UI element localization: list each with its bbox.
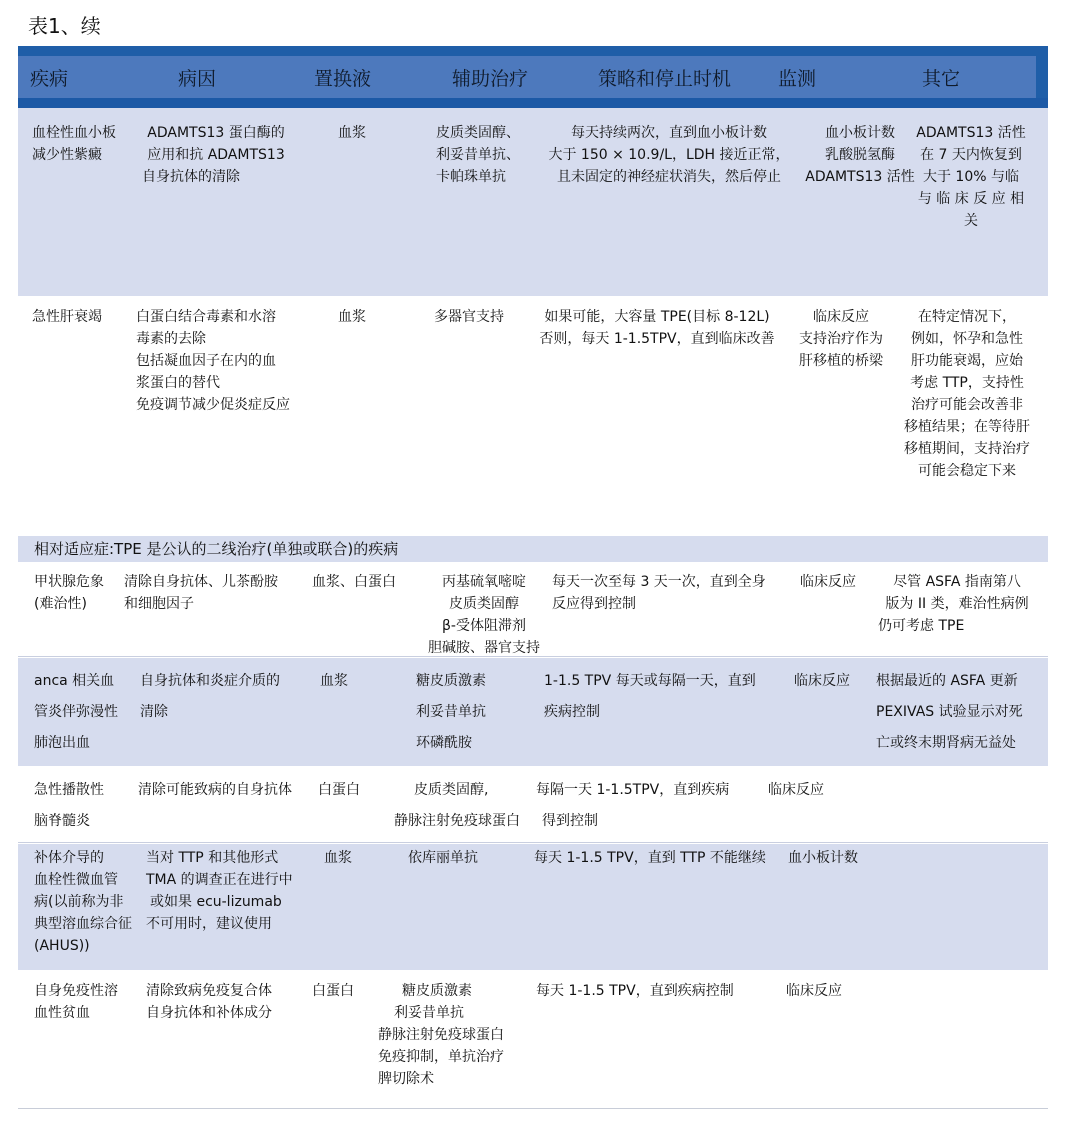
cell-strategy <box>536 980 734 1002</box>
cell-line: 或如果 ecu-lizumab <box>150 894 282 910</box>
cell-line: 临床反应 <box>800 574 856 590</box>
cell-line: 静脉注射免疫球蛋白 <box>378 1027 504 1043</box>
header-disease: 疾病 <box>30 68 69 90</box>
cell-line: 否则，每天 1-1.5TPV，直到临床改善 <box>539 331 775 347</box>
cell-line: 支持治疗作为 <box>799 331 883 347</box>
cell-line: 与 临 床 反 应 相 <box>917 191 1025 207</box>
cell-line: 肺泡出血 <box>34 735 90 751</box>
cell-line: 应用和抗 ADAMTS13 <box>147 147 285 163</box>
cell-cause <box>140 666 280 728</box>
cell-line: 脑脊髓炎 <box>34 813 90 829</box>
cell-line: 每天 1-1.5 TPV，直到 TTP 不能继续 <box>534 850 766 866</box>
cell-line: 血浆 <box>320 673 348 689</box>
cell-line: 皮质类固醇 <box>449 596 519 612</box>
cell-line: 大于 150 × 10.9/L，LDH 接近正常， <box>548 147 790 163</box>
cell-cause <box>136 306 290 416</box>
cell-adjunct <box>416 666 486 759</box>
cell-monitor <box>794 666 850 697</box>
cell-line: 自身抗体的清除 <box>142 169 240 185</box>
header-monitor: 监测 <box>778 68 817 90</box>
cell-line: 包括凝血因子在内的血 <box>136 353 276 369</box>
cell-line: 版为 II 类，难治性病例 <box>885 596 1029 612</box>
cell-cause <box>142 122 290 188</box>
header-other: 其它 <box>922 68 961 90</box>
cell-line: 移植期间，支持治疗 <box>904 441 1030 457</box>
cell-line: 根据最近的 ASFA 更新 <box>876 673 1018 689</box>
cell-line: 临床反应 <box>813 309 869 325</box>
cell-line: 清除自身抗体、儿茶酚胺 <box>124 574 278 590</box>
cell-line: 移植结果；在等待肝 <box>904 419 1030 435</box>
cell-other <box>878 571 1036 637</box>
cell-line: 急性播散性 <box>34 782 104 798</box>
cell-line: 尽管 ASFA 指南第八 <box>893 574 1021 590</box>
cell-line: 白蛋白结合毒素和水溶 <box>136 309 276 325</box>
cell-line: 白蛋白 <box>312 983 354 999</box>
cell-disease <box>34 775 104 837</box>
cell-line: 临床反应 <box>768 782 824 798</box>
cell-adjunct <box>436 122 520 188</box>
cell-disease <box>34 571 104 615</box>
cell-line: 反应得到控制 <box>552 596 636 612</box>
cell-line: 肝移植的桥梁 <box>799 353 883 369</box>
cell-line: 临床反应 <box>794 673 850 689</box>
cell-line: 利妥昔单抗、 <box>436 147 520 163</box>
cell-line: β-受体阻滞剂 <box>442 618 526 634</box>
cell-strategy <box>534 847 766 869</box>
cell-disease <box>32 122 116 166</box>
cell-adjunct <box>434 306 504 328</box>
cell-line: 血栓性血小板 <box>32 125 116 141</box>
cell-line: 多器官支持 <box>434 309 504 325</box>
cell-other <box>906 122 1036 232</box>
header-strategy: 策略和停止时机 <box>598 68 732 90</box>
cell-line: 病(以前称为非 <box>34 894 124 910</box>
cell-other <box>898 306 1036 482</box>
cell-line: PEXIVAS 试验显示对死 <box>876 704 1023 720</box>
cell-monitor <box>800 122 920 188</box>
cell-line: 临床反应 <box>786 983 842 999</box>
cell-line: 当对 TTP 和其他形式 <box>146 850 279 866</box>
cell-line: 毒素的去除 <box>136 331 206 347</box>
cell-line: 免疫调节减少促炎症反应 <box>136 397 290 413</box>
cell-adjunct <box>420 571 548 659</box>
cell-monitor <box>794 306 888 372</box>
cell-strategy <box>552 571 766 615</box>
cell-line: 甲状腺危象 <box>34 574 104 590</box>
header-fluid: 置换液 <box>314 68 372 90</box>
cell-line: 和细胞因子 <box>124 596 194 612</box>
section-title: 相对适应症:TPE 是公认的二线治疗(单独或联合)的疾病 <box>34 540 399 558</box>
cell-line: 自身免疫性溶 <box>34 983 118 999</box>
cell-line: 血栓性微血管 <box>34 872 118 888</box>
cell-line: 每天 1-1.5 TPV，直到疾病控制 <box>536 983 734 999</box>
cell-line: 血浆 <box>324 850 352 866</box>
cell-line: 胆碱胺、器官支持 <box>428 640 540 656</box>
cell-line: 大于 10% 与临 <box>922 169 1020 185</box>
cell-line: 血浆 <box>338 125 366 141</box>
cell-line: 糖皮质激素 <box>402 983 472 999</box>
cell-line: 自身抗体和补体成分 <box>146 1005 272 1021</box>
row-divider <box>18 842 1048 843</box>
cell-line: 每天一次至每 3 天一次，直到全身 <box>552 574 766 590</box>
header-cause: 病因 <box>178 68 217 90</box>
cell-strategy <box>544 666 756 728</box>
cell-line: 血浆、白蛋白 <box>312 574 396 590</box>
cell-strategy <box>530 306 784 350</box>
cell-monitor <box>788 847 858 869</box>
cell-monitor <box>800 571 856 593</box>
cell-line: 管炎伴弥漫性 <box>34 704 118 720</box>
cell-line: 疾病控制 <box>544 704 600 720</box>
cell-line: 静脉注射免疫球蛋白 <box>394 813 520 829</box>
cell-line: 治疗可能会改善非 <box>911 397 1023 413</box>
page-title: 表1、续 <box>28 14 101 38</box>
cell-line: anca 相关血 <box>34 673 115 689</box>
cell-fluid <box>324 847 352 869</box>
cell-line: 乳酸脱氢酶 <box>825 147 895 163</box>
cell-line: (AHUS)) <box>34 938 90 954</box>
cell-line: 补体介导的 <box>34 850 104 866</box>
cell-fluid <box>320 666 348 697</box>
cell-line: 急性肝衰竭 <box>32 309 102 325</box>
cell-fluid <box>312 980 354 1002</box>
cell-line: 血性贫血 <box>34 1005 90 1021</box>
cell-line: 卡帕珠单抗 <box>436 169 506 185</box>
cell-fluid <box>318 775 360 806</box>
cell-line: 得到控制 <box>542 813 598 829</box>
cell-line: 清除可能致病的自身抗体 <box>138 782 292 798</box>
cell-line: 典型溶血综合征 <box>34 916 132 932</box>
cell-line: 每天持续两次，直到血小板计数 <box>571 125 767 141</box>
cell-line: (难治性) <box>34 596 87 612</box>
cell-line: ADAMTS13 活性 <box>805 169 915 185</box>
cell-fluid <box>338 306 366 328</box>
cell-line: 糖皮质激素 <box>416 673 486 689</box>
cell-monitor <box>768 775 824 806</box>
cell-line: 环磷酰胺 <box>416 735 472 751</box>
cell-cause <box>138 775 292 806</box>
cell-line: 皮质类固醇, <box>414 782 489 798</box>
cell-line: 亡或终末期肾病无益处 <box>876 735 1016 751</box>
cell-adjunct <box>394 775 520 837</box>
cell-line: 清除致病免疫复合体 <box>146 983 272 999</box>
cell-line: 自身抗体和炎症介质的 <box>140 673 280 689</box>
cell-line: 关 <box>964 213 978 229</box>
cell-line: 考虑 TTP，支持性 <box>910 375 1024 391</box>
cell-line: 浆蛋白的替代 <box>136 375 220 391</box>
cell-disease <box>34 666 118 759</box>
cell-disease <box>34 847 132 957</box>
cell-line: 如果可能，大容量 TPE(目标 8-12L) <box>544 309 770 325</box>
cell-line: 在特定情况下， <box>918 309 1016 325</box>
cell-line: 仍可考虑 TPE <box>878 618 965 634</box>
cell-line: 免疫抑制，单抗治疗 <box>378 1049 504 1065</box>
cell-monitor <box>786 980 842 1002</box>
cell-line: 白蛋白 <box>318 782 360 798</box>
cell-line: 皮质类固醇、 <box>436 125 520 141</box>
cell-line: 肝功能衰竭，应始 <box>911 353 1023 369</box>
cell-line: 脾切除术 <box>378 1071 434 1087</box>
cell-line: 例如，怀孕和急性 <box>911 331 1023 347</box>
cell-line: ADAMTS13 活性 <box>916 125 1026 141</box>
cell-line: 依库丽单抗 <box>408 850 478 866</box>
cell-line: 在 7 天内恢复到 <box>920 147 1022 163</box>
table-header-bottom <box>18 98 1048 108</box>
cell-disease <box>32 306 102 328</box>
cell-line: 血浆 <box>338 309 366 325</box>
cell-other <box>876 666 1023 759</box>
cell-cause <box>146 980 272 1024</box>
cell-line: 每隔一天 1-1.5TPV，直到疾病 <box>536 782 730 798</box>
cell-line: 血小板计数 <box>788 850 858 866</box>
cell-fluid <box>338 122 366 144</box>
cell-strategy <box>536 775 729 837</box>
cell-line: 丙基硫氧嘧啶 <box>442 574 526 590</box>
header-adjunct: 辅助治疗 <box>452 68 529 90</box>
cell-adjunct <box>378 980 504 1090</box>
cell-line: 血小板计数 <box>825 125 895 141</box>
cell-line: ADAMTS13 蛋白酶的 <box>147 125 285 141</box>
cell-disease <box>34 980 118 1024</box>
cell-line: TMA 的调查正在进行中 <box>146 872 293 888</box>
cell-cause <box>146 847 293 935</box>
cell-line: 可能会稳定下来 <box>918 463 1016 479</box>
cell-line: 利妥昔单抗 <box>394 1005 464 1021</box>
cell-line: 不可用时，建议使用 <box>146 916 272 932</box>
cell-cause <box>124 571 278 615</box>
cell-line: 1-1.5 TPV 每天或每隔一天，直到 <box>544 673 756 689</box>
cell-strategy <box>546 122 792 188</box>
cell-line: 清除 <box>140 704 168 720</box>
table-bottom-rule <box>18 1108 1048 1109</box>
cell-adjunct <box>408 847 478 869</box>
cell-line: 且未固定的神经症状消失，然后停止 <box>557 169 781 185</box>
cell-fluid <box>312 571 396 593</box>
cell-line: 减少性紫癜 <box>32 147 102 163</box>
cell-line: 利妥昔单抗 <box>416 704 486 720</box>
